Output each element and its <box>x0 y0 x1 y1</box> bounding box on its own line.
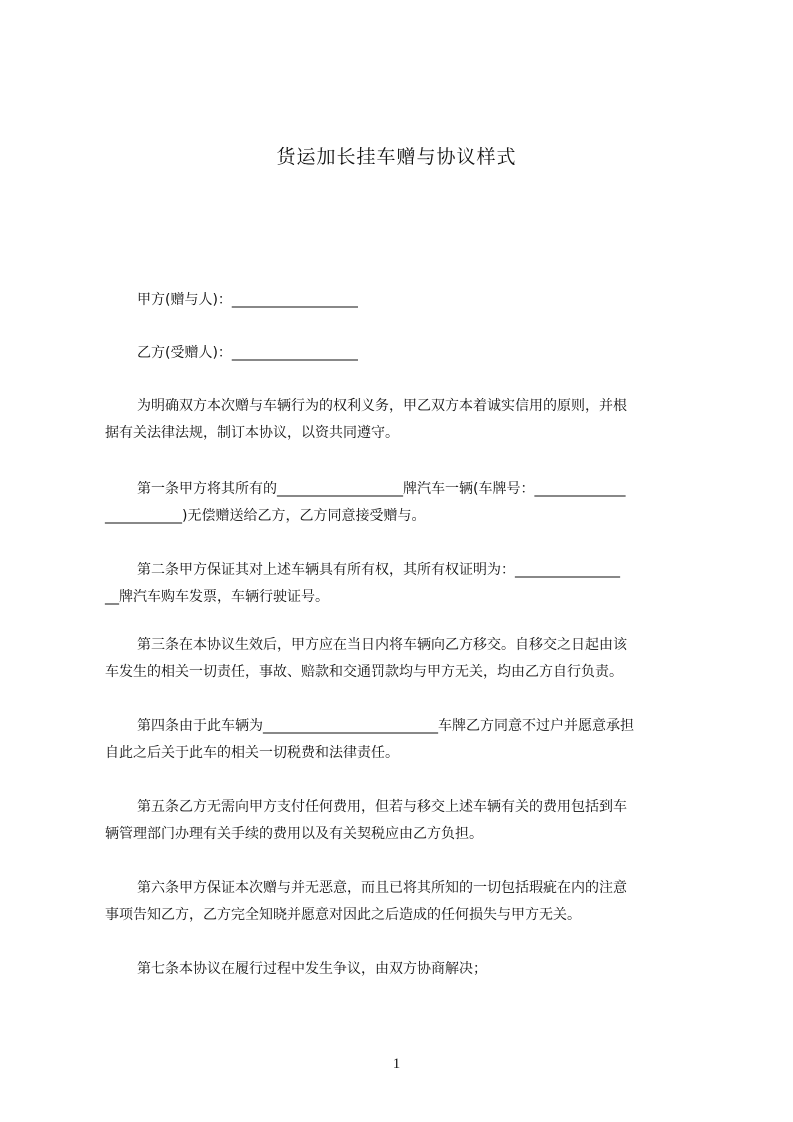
article-7-line-1: 第七条本协议在履行过程中发生争议，由双方协商解决； <box>137 961 487 977</box>
article-1-line-1: 第一条甲方将其所有的__________________牌汽车一辆(车牌号：_____________ <box>137 481 626 497</box>
article-6-paragraph <box>105 875 705 929</box>
preamble-line-1: 为明确双方本次赠与车辆行为的权利义务，甲乙双方本着诚实信用的原则，并根 <box>137 398 627 414</box>
party-b-field <box>105 340 705 367</box>
article-3-paragraph <box>105 632 705 686</box>
article-3-line-2: 车发生的相关一切责任，事故、赔款和交通罚款均与甲方无关，均由乙方自行负责。 <box>105 664 623 680</box>
article-5-line-2: 辆管理部门办理有关手续的费用以及有关契税应由乙方负担。 <box>105 826 483 842</box>
article-5-line-1: 第五条乙方无需向甲方支付任何费用，但若与移交上述车辆有关的费用包括到车 <box>137 799 627 815</box>
preamble-line-2: 据有关法律法规，制订本协议，以资共同遵守。 <box>105 425 399 441</box>
party-b-line: 乙方(受赠人)：__________________ <box>137 345 358 361</box>
article-4-line-2: 自此之后关于此车的相关一切税费和法律责任。 <box>105 745 399 761</box>
article-1-line-2: ___________)无偿赠送给乙方，乙方同意接受赠与。 <box>105 508 426 524</box>
article-7-paragraph <box>105 956 705 983</box>
article-6-line-2: 事项告知乙方，乙方完全知晓并愿意对因此之后造成的任何损失与甲方无关。 <box>105 907 581 923</box>
article-4-paragraph <box>105 713 705 767</box>
article-5-paragraph <box>105 794 705 848</box>
article-1-paragraph <box>105 476 705 530</box>
article-6-line-1: 第六条甲方保证本次赠与并无恶意，而且已将其所知的一切包括瑕疵在内的注意 <box>137 880 627 896</box>
article-2-line-1: 第二条甲方保证其对上述车辆具有所有权，其所有权证明为：_______________ <box>137 562 620 578</box>
article-3-line-1: 第三条在本协议生效后，甲方应在当日内将车辆向乙方移交。自移交之日起由该 <box>137 637 627 653</box>
page-number: 1 <box>392 1056 401 1072</box>
article-2-paragraph <box>105 557 705 611</box>
article-2-line-2: __牌汽车购车发票，车辆行驶证号。 <box>105 589 329 605</box>
article-4-line-1: 第四条由于此车辆为_________________________车牌乙方同意不过户并愿意承担 <box>137 718 634 734</box>
preamble-paragraph <box>105 393 705 447</box>
party-a-field <box>105 287 705 314</box>
party-a-line: 甲方(赠与人)：__________________ <box>137 292 358 308</box>
document-title: 货运加长挂车赠与协议样式 <box>276 146 517 168</box>
